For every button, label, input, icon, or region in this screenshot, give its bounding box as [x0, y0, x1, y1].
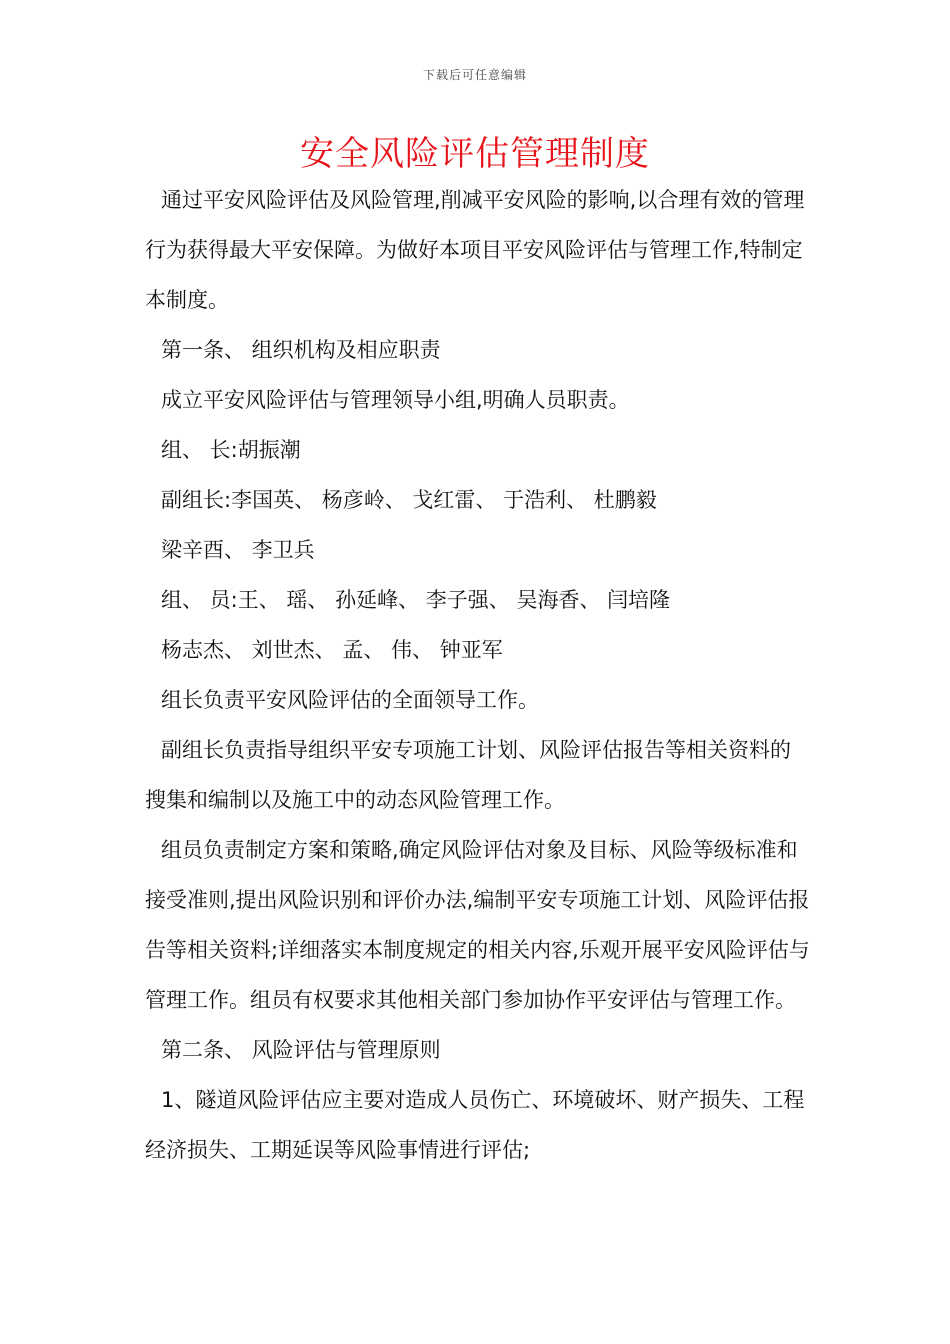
deputy-line-2: 梁辛酉、 李卫兵	[161, 538, 315, 562]
leader-duty: 组长负责平安风险评估的全面领导工作。	[161, 688, 539, 712]
document-body	[145, 175, 810, 1175]
header-note: 下载后可任意编辑	[422, 68, 527, 82]
article1-heading: 第一条、 组织机构及相应职责	[161, 338, 441, 362]
leader-line: 组、 长:胡振潮	[161, 438, 301, 462]
deputy-line-1: 副组长:李国英、 杨彦岭、 戈红雷、 于浩利、 杜鹏毅	[161, 488, 657, 512]
member-line-1: 组、 员:王、 瑶、 孙延峰、 李子强、 吴海香、 闫培隆	[161, 588, 671, 612]
member-line-2: 杨志杰、 刘世杰、 孟、 伟、 钟亚军	[161, 638, 503, 662]
article1-intro: 成立平安风险评估与管理领导小组,明确人员职责。	[161, 388, 630, 412]
document-title: 安全风险评估管理制度	[300, 134, 650, 174]
principle-1-paragraph: 1、隧道风险评估应主要对造成人员伤亡、环境破坏、财产损失、工程经济损失、工期延误等风险事情进行评估;	[145, 1088, 805, 1162]
member-duty-paragraph: 组员负责制定方案和策略,确定风险评估对象及目标、风险等级标准和接受准则,提出风险识别和评价办法,编制平安专项施工计划、风险评估报告等相关资料;详细落实本制度规定的相关内容,乐观开展平安风险评估与管理工作。组员有权要求其他相关部门参加协作平安评估与管理工作。	[145, 838, 810, 1012]
intro-paragraph: 通过平安风险评估及风险管理,削减平安风险的影响,以合理有效的管理行为获得最大平安保障。为做好本项目平安风险评估与管理工作,特制定本制度。	[145, 188, 805, 312]
deputy-duty-paragraph: 副组长负责指导组织平安专项施工计划、风险评估报告等相关资料的搜集和编制以及施工中的动态风险管理工作。	[145, 738, 791, 812]
article2-heading: 第二条、 风险评估与管理原则	[161, 1038, 441, 1062]
